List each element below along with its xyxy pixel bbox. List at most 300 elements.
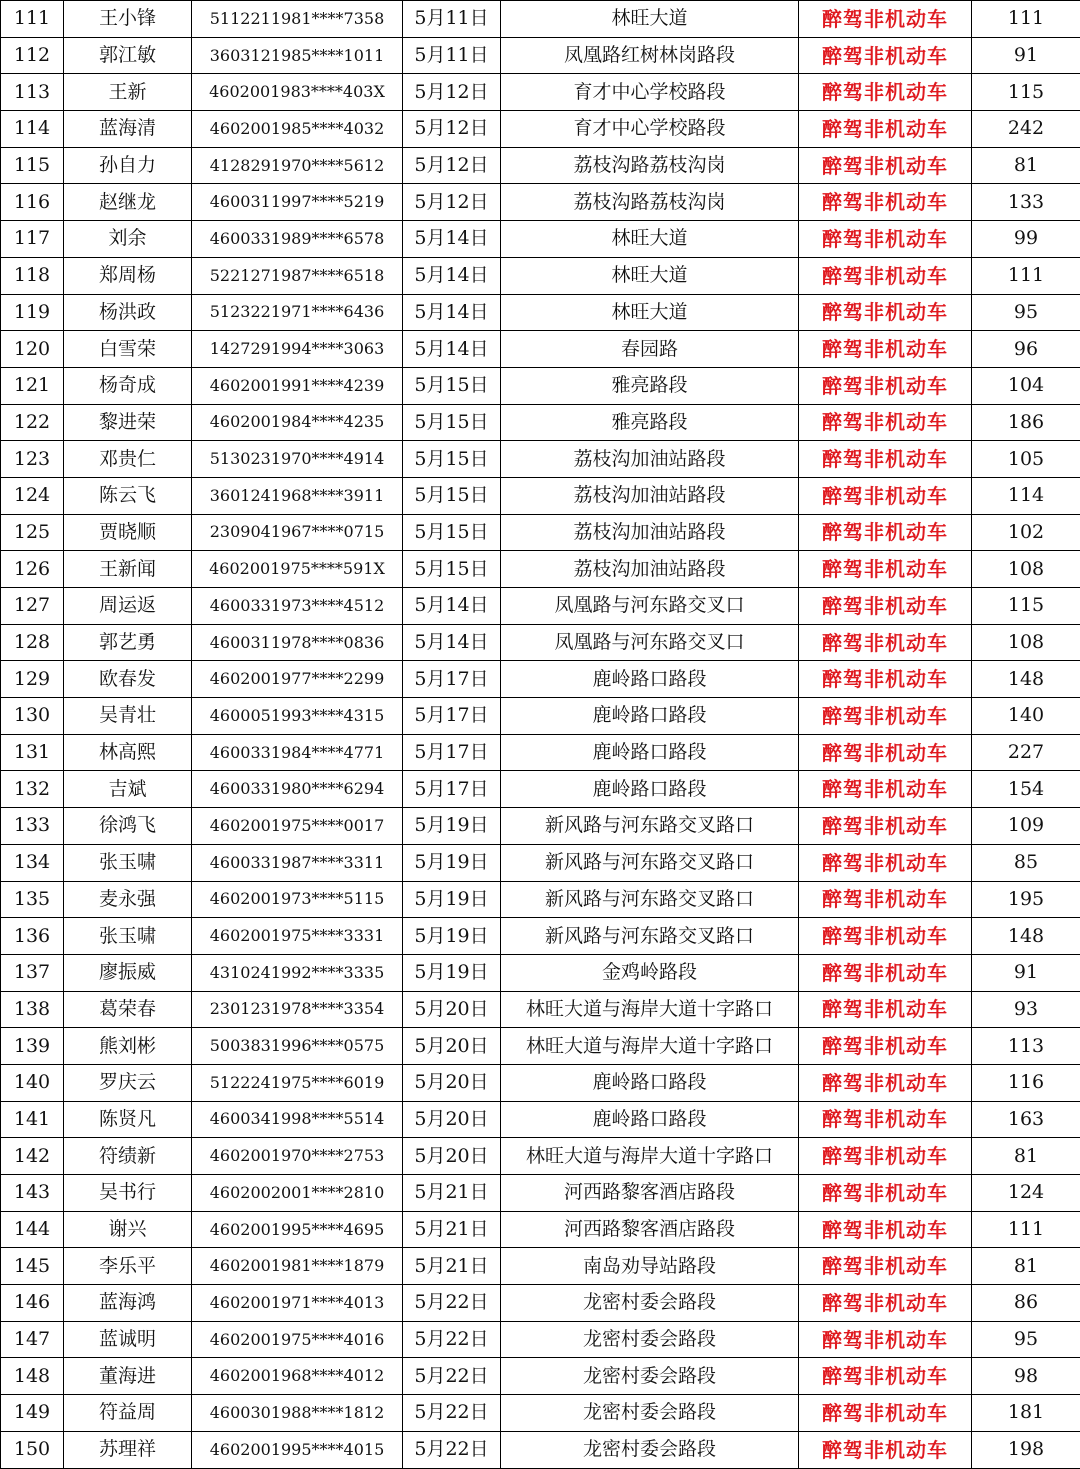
location-cell: 河西路黎客酒店路段 [501,1175,799,1212]
score-cell: 111 [972,1211,1080,1248]
date-cell: 5月15日 [403,404,501,441]
score-cell: 148 [972,661,1080,698]
violation-cell: 醉驾非机动车 [799,624,972,661]
name-cell: 张玉啸 [64,918,192,955]
location-cell: 凤凰路与河东路交叉口 [501,588,799,625]
name-cell: 吉斌 [64,771,192,808]
name-cell: 郭江敏 [64,37,192,74]
row-number-cell: 142 [1,1138,64,1175]
date-cell: 5月19日 [403,881,501,918]
name-cell: 张玉啸 [64,844,192,881]
location-cell: 雅亮路段 [501,404,799,441]
id-number-cell: 4600331980****6294 [192,771,403,808]
table-row [1,111,1080,148]
name-cell: 黎进荣 [64,404,192,441]
row-number-cell: 149 [1,1395,64,1432]
name-cell: 罗庆云 [64,1064,192,1101]
score-cell: 81 [972,1248,1080,1285]
name-cell: 白雪荣 [64,331,192,368]
table-row [1,991,1080,1028]
table-row [1,881,1080,918]
location-cell: 金鸡岭路段 [501,954,799,991]
row-number-cell: 119 [1,294,64,331]
name-cell: 徐鸿飞 [64,808,192,845]
score-cell: 111 [972,1,1080,38]
row-number-cell: 139 [1,1028,64,1065]
date-cell: 5月12日 [403,74,501,111]
score-cell: 85 [972,844,1080,881]
table-row [1,661,1080,698]
name-cell: 廖振威 [64,954,192,991]
row-number-cell: 134 [1,844,64,881]
id-number-cell: 4600341998****5514 [192,1101,403,1138]
date-cell: 5月12日 [403,111,501,148]
name-cell: 陈云飞 [64,477,192,514]
date-cell: 5月17日 [403,661,501,698]
id-number-cell: 4128291970****5612 [192,147,403,184]
location-cell: 春园路 [501,331,799,368]
location-cell: 荔枝沟加油站路段 [501,551,799,588]
date-cell: 5月19日 [403,918,501,955]
id-number-cell: 5122241975****6019 [192,1064,403,1101]
table-row [1,1101,1080,1138]
date-cell: 5月14日 [403,221,501,258]
violation-cell: 醉驾非机动车 [799,954,972,991]
violation-cell: 醉驾非机动车 [799,367,972,404]
row-number-cell: 124 [1,477,64,514]
table-row [1,1358,1080,1395]
violation-cell: 醉驾非机动车 [799,1028,972,1065]
violation-cell: 醉驾非机动车 [799,881,972,918]
date-cell: 5月11日 [403,37,501,74]
table-row [1,844,1080,881]
row-number-cell: 129 [1,661,64,698]
date-cell: 5月17日 [403,734,501,771]
date-cell: 5月20日 [403,1138,501,1175]
id-number-cell: 4600301988****1812 [192,1395,403,1432]
score-cell: 116 [972,1064,1080,1101]
violation-cell: 醉驾非机动车 [799,551,972,588]
table-row [1,441,1080,478]
table-row [1,1175,1080,1212]
id-number-cell: 4602001985****4032 [192,111,403,148]
table-row [1,624,1080,661]
name-cell: 邓贵仁 [64,441,192,478]
score-cell: 186 [972,404,1080,441]
row-number-cell: 112 [1,37,64,74]
date-cell: 5月22日 [403,1431,501,1468]
row-number-cell: 141 [1,1101,64,1138]
row-number-cell: 131 [1,734,64,771]
name-cell: 刘余 [64,221,192,258]
location-cell: 凤凰路红树林岗路段 [501,37,799,74]
id-number-cell: 4602001995****4015 [192,1431,403,1468]
violation-cell: 醉驾非机动车 [799,661,972,698]
table-row [1,1138,1080,1175]
id-number-cell: 4602001981****1879 [192,1248,403,1285]
table-row [1,1431,1080,1468]
row-number-cell: 132 [1,771,64,808]
id-number-cell: 4600331987****3311 [192,844,403,881]
row-number-cell: 128 [1,624,64,661]
table-row [1,514,1080,551]
date-cell: 5月14日 [403,257,501,294]
score-cell: 109 [972,808,1080,845]
name-cell: 郭艺勇 [64,624,192,661]
location-cell: 龙密村委会路段 [501,1285,799,1322]
id-number-cell: 4602002001****2810 [192,1175,403,1212]
table-row [1,404,1080,441]
date-cell: 5月22日 [403,1321,501,1358]
date-cell: 5月14日 [403,294,501,331]
score-cell: 81 [972,1138,1080,1175]
violation-cell: 醉驾非机动车 [799,331,972,368]
table-row [1,1321,1080,1358]
id-number-cell: 4602001983****403X [192,74,403,111]
date-cell: 5月22日 [403,1358,501,1395]
score-cell: 96 [972,331,1080,368]
id-number-cell: 4602001968****4012 [192,1358,403,1395]
id-number-cell: 5123221971****6436 [192,294,403,331]
date-cell: 5月11日 [403,1,501,38]
location-cell: 河西路黎客酒店路段 [501,1211,799,1248]
id-number-cell: 4602001975****0017 [192,808,403,845]
score-cell: 227 [972,734,1080,771]
score-cell: 102 [972,514,1080,551]
violation-cell: 醉驾非机动车 [799,1175,972,1212]
table-row [1,918,1080,955]
id-number-cell: 2301231978****3354 [192,991,403,1028]
row-number-cell: 126 [1,551,64,588]
score-cell: 133 [972,184,1080,221]
location-cell: 鹿岭路口路段 [501,771,799,808]
score-cell: 86 [972,1285,1080,1322]
name-cell: 吴青壮 [64,698,192,735]
date-cell: 5月19日 [403,808,501,845]
violation-cell: 醉驾非机动车 [799,1,972,38]
violation-cell: 醉驾非机动车 [799,37,972,74]
name-cell: 林高熙 [64,734,192,771]
table-row [1,1285,1080,1322]
table-row [1,1248,1080,1285]
location-cell: 龙密村委会路段 [501,1358,799,1395]
score-cell: 148 [972,918,1080,955]
score-cell: 198 [972,1431,1080,1468]
id-number-cell: 4600331984****4771 [192,734,403,771]
id-number-cell: 4602001984****4235 [192,404,403,441]
location-cell: 林旺大道 [501,257,799,294]
id-number-cell: 4602001975****4016 [192,1321,403,1358]
score-cell: 115 [972,588,1080,625]
date-cell: 5月14日 [403,588,501,625]
violation-cell: 醉驾非机动车 [799,991,972,1028]
date-cell: 5月21日 [403,1248,501,1285]
name-cell: 谢兴 [64,1211,192,1248]
table-row [1,221,1080,258]
name-cell: 吴书行 [64,1175,192,1212]
row-number-cell: 117 [1,221,64,258]
row-number-cell: 143 [1,1175,64,1212]
location-cell: 龙密村委会路段 [501,1321,799,1358]
id-number-cell: 3601241968****3911 [192,477,403,514]
date-cell: 5月14日 [403,624,501,661]
score-cell: 108 [972,551,1080,588]
row-number-cell: 147 [1,1321,64,1358]
id-number-cell: 4602001975****591X [192,551,403,588]
location-cell: 新风路与河东路交叉路口 [501,918,799,955]
id-number-cell: 1427291994****3063 [192,331,403,368]
location-cell: 南岛劝导站路段 [501,1248,799,1285]
row-number-cell: 120 [1,331,64,368]
location-cell: 林旺大道与海岸大道十字路口 [501,1138,799,1175]
date-cell: 5月17日 [403,771,501,808]
date-cell: 5月12日 [403,147,501,184]
violation-cell: 醉驾非机动车 [799,257,972,294]
score-cell: 105 [972,441,1080,478]
id-number-cell: 3603121985****1011 [192,37,403,74]
table-row [1,771,1080,808]
row-number-cell: 137 [1,954,64,991]
location-cell: 林旺大道与海岸大道十字路口 [501,991,799,1028]
table-row [1,1,1080,38]
date-cell: 5月15日 [403,367,501,404]
id-number-cell: 5112211981****7358 [192,1,403,38]
score-cell: 95 [972,1321,1080,1358]
date-cell: 5月20日 [403,1064,501,1101]
name-cell: 杨洪政 [64,294,192,331]
table-row [1,698,1080,735]
row-number-cell: 138 [1,991,64,1028]
violation-cell: 醉驾非机动车 [799,844,972,881]
id-number-cell: 4602001977****2299 [192,661,403,698]
date-cell: 5月22日 [403,1285,501,1322]
score-cell: 91 [972,954,1080,991]
name-cell: 董海进 [64,1358,192,1395]
violation-cell: 醉驾非机动车 [799,1064,972,1101]
name-cell: 陈贤凡 [64,1101,192,1138]
score-cell: 98 [972,1358,1080,1395]
table-row [1,74,1080,111]
score-cell: 95 [972,294,1080,331]
name-cell: 郑周杨 [64,257,192,294]
date-cell: 5月20日 [403,1028,501,1065]
row-number-cell: 115 [1,147,64,184]
score-cell: 99 [972,221,1080,258]
location-cell: 育才中心学校路段 [501,111,799,148]
row-number-cell: 116 [1,184,64,221]
id-number-cell: 5221271987****6518 [192,257,403,294]
id-number-cell: 4600311997****5219 [192,184,403,221]
table-row [1,588,1080,625]
name-cell: 王小锋 [64,1,192,38]
violation-cell: 醉驾非机动车 [799,111,972,148]
score-cell: 114 [972,477,1080,514]
name-cell: 孙自力 [64,147,192,184]
name-cell: 麦永强 [64,881,192,918]
name-cell: 欧春发 [64,661,192,698]
name-cell: 周运返 [64,588,192,625]
date-cell: 5月15日 [403,477,501,514]
violation-cell: 醉驾非机动车 [799,1285,972,1322]
score-cell: 242 [972,111,1080,148]
table-body [1,1,1080,1469]
id-number-cell: 2309041967****0715 [192,514,403,551]
violation-cell: 醉驾非机动车 [799,74,972,111]
name-cell: 符益周 [64,1395,192,1432]
date-cell: 5月19日 [403,954,501,991]
date-cell: 5月15日 [403,514,501,551]
violation-cell: 醉驾非机动车 [799,918,972,955]
row-number-cell: 118 [1,257,64,294]
violation-cell: 醉驾非机动车 [799,1211,972,1248]
table-row [1,1395,1080,1432]
location-cell: 林旺大道 [501,294,799,331]
location-cell: 育才中心学校路段 [501,74,799,111]
table-row [1,367,1080,404]
violation-cell: 醉驾非机动车 [799,514,972,551]
id-number-cell: 5003831996****0575 [192,1028,403,1065]
score-cell: 111 [972,257,1080,294]
date-cell: 5月17日 [403,698,501,735]
violation-cell: 醉驾非机动车 [799,1358,972,1395]
location-cell: 鹿岭路口路段 [501,734,799,771]
table-row [1,734,1080,771]
table-row [1,954,1080,991]
row-number-cell: 145 [1,1248,64,1285]
name-cell: 蓝诚明 [64,1321,192,1358]
table-row [1,184,1080,221]
row-number-cell: 122 [1,404,64,441]
violation-cell: 醉驾非机动车 [799,698,972,735]
date-cell: 5月20日 [403,991,501,1028]
name-cell: 苏理祥 [64,1431,192,1468]
score-cell: 113 [972,1028,1080,1065]
row-number-cell: 113 [1,74,64,111]
id-number-cell: 4600051993****4315 [192,698,403,735]
row-number-cell: 127 [1,588,64,625]
violation-cell: 醉驾非机动车 [799,1395,972,1432]
id-number-cell: 4310241992****3335 [192,954,403,991]
location-cell: 新风路与河东路交叉路口 [501,808,799,845]
score-cell: 104 [972,367,1080,404]
score-cell: 195 [972,881,1080,918]
row-number-cell: 111 [1,1,64,38]
name-cell: 李乐平 [64,1248,192,1285]
name-cell: 赵继龙 [64,184,192,221]
violation-cell: 醉驾非机动车 [799,147,972,184]
date-cell: 5月21日 [403,1211,501,1248]
location-cell: 龙密村委会路段 [501,1395,799,1432]
table-row [1,37,1080,74]
location-cell: 荔枝沟加油站路段 [501,477,799,514]
id-number-cell: 4602001995****4695 [192,1211,403,1248]
violation-cell: 醉驾非机动车 [799,1101,972,1138]
score-cell: 93 [972,991,1080,1028]
date-cell: 5月12日 [403,184,501,221]
row-number-cell: 140 [1,1064,64,1101]
date-cell: 5月21日 [403,1175,501,1212]
row-number-cell: 123 [1,441,64,478]
location-cell: 林旺大道与海岸大道十字路口 [501,1028,799,1065]
date-cell: 5月19日 [403,844,501,881]
id-number-cell: 4602001975****3331 [192,918,403,955]
violation-cell: 醉驾非机动车 [799,221,972,258]
violation-cell: 醉驾非机动车 [799,184,972,221]
id-number-cell: 4600331973****4512 [192,588,403,625]
row-number-cell: 130 [1,698,64,735]
name-cell: 贾晓顺 [64,514,192,551]
location-cell: 鹿岭路口路段 [501,661,799,698]
score-cell: 81 [972,147,1080,184]
id-number-cell: 5130231970****4914 [192,441,403,478]
violation-cell: 醉驾非机动车 [799,1138,972,1175]
violation-cell: 醉驾非机动车 [799,1248,972,1285]
name-cell: 杨奇成 [64,367,192,404]
row-number-cell: 133 [1,808,64,845]
table-row [1,331,1080,368]
violation-cell: 醉驾非机动车 [799,734,972,771]
date-cell: 5月22日 [403,1395,501,1432]
location-cell: 荔枝沟加油站路段 [501,441,799,478]
location-cell: 林旺大道 [501,221,799,258]
table-row [1,808,1080,845]
name-cell: 蓝海清 [64,111,192,148]
row-number-cell: 136 [1,918,64,955]
score-cell: 108 [972,624,1080,661]
location-cell: 荔枝沟路荔枝沟岗 [501,147,799,184]
violation-cell: 醉驾非机动车 [799,588,972,625]
score-cell: 140 [972,698,1080,735]
name-cell: 葛荣春 [64,991,192,1028]
violation-cell: 醉驾非机动车 [799,294,972,331]
violation-cell: 醉驾非机动车 [799,1431,972,1468]
name-cell: 蓝海鸿 [64,1285,192,1322]
row-number-cell: 121 [1,367,64,404]
location-cell: 雅亮路段 [501,367,799,404]
score-cell: 124 [972,1175,1080,1212]
name-cell: 王新 [64,74,192,111]
score-cell: 154 [972,771,1080,808]
name-cell: 符绩新 [64,1138,192,1175]
location-cell: 凤凰路与河东路交叉口 [501,624,799,661]
table-row [1,147,1080,184]
violation-cell: 醉驾非机动车 [799,477,972,514]
id-number-cell: 4602001971****4013 [192,1285,403,1322]
score-cell: 163 [972,1101,1080,1138]
score-cell: 115 [972,74,1080,111]
violation-cell: 醉驾非机动车 [799,441,972,478]
name-cell: 王新闻 [64,551,192,588]
score-cell: 181 [972,1395,1080,1432]
date-cell: 5月14日 [403,331,501,368]
table-row [1,294,1080,331]
location-cell: 龙密村委会路段 [501,1431,799,1468]
location-cell: 新风路与河东路交叉路口 [501,844,799,881]
score-cell: 91 [972,37,1080,74]
table-row [1,551,1080,588]
row-number-cell: 125 [1,514,64,551]
row-number-cell: 146 [1,1285,64,1322]
location-cell: 鹿岭路口路段 [501,1064,799,1101]
table-row [1,1211,1080,1248]
violation-cell: 醉驾非机动车 [799,404,972,441]
location-cell: 荔枝沟加油站路段 [501,514,799,551]
violation-cell: 醉驾非机动车 [799,1321,972,1358]
row-number-cell: 148 [1,1358,64,1395]
location-cell: 新风路与河东路交叉路口 [501,881,799,918]
table-row [1,1028,1080,1065]
violation-cell: 醉驾非机动车 [799,808,972,845]
